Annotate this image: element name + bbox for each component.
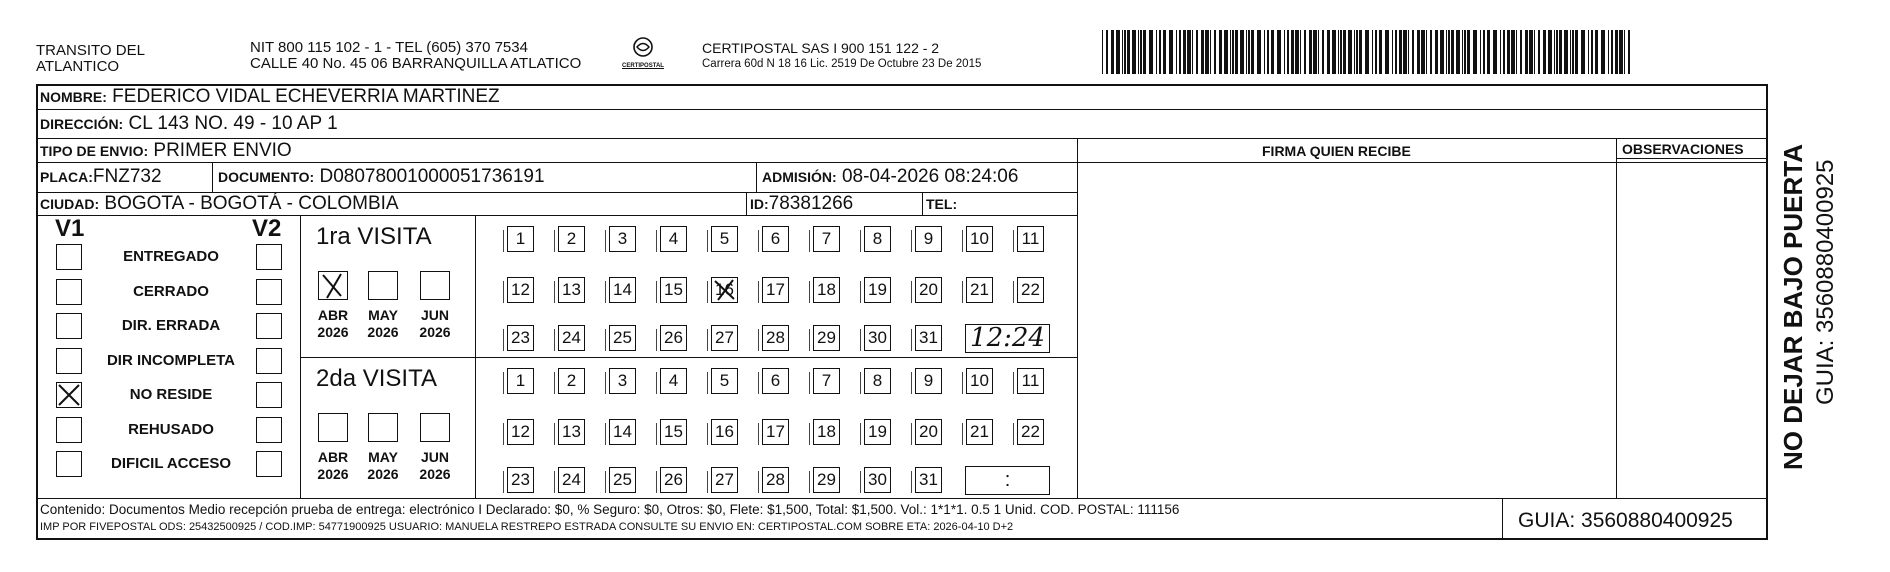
- month-label: ABR: [317, 449, 349, 465]
- day-box[interactable]: 8: [864, 368, 891, 394]
- barcode-bar: [1257, 30, 1261, 74]
- day-box[interactable]: 11: [1017, 368, 1044, 394]
- barcode-bar: [1395, 30, 1397, 74]
- barcode-bar: [1138, 30, 1139, 74]
- barcode-bar: [1399, 30, 1402, 74]
- month-year-label: [361, 449, 405, 483]
- day-box[interactable]: 29: [813, 325, 840, 351]
- barcode-bar: [1116, 30, 1120, 74]
- barcode-bar: [1304, 30, 1306, 74]
- v1-checkbox[interactable]: [56, 417, 82, 443]
- barcode-bar: [1611, 30, 1613, 74]
- barcode-bar: [1408, 30, 1409, 74]
- day-box[interactable]: 27: [711, 467, 738, 493]
- day-box[interactable]: 22: [1017, 277, 1044, 303]
- day-box[interactable]: 2: [558, 226, 585, 252]
- barcode-bar: [1196, 30, 1198, 74]
- v2-checkbox[interactable]: [256, 244, 282, 270]
- barcode-bar: [1140, 30, 1142, 74]
- nombre-value: FEDERICO VIDAL ECHEVERRIA MARTINEZ: [112, 86, 500, 107]
- barcode-bar: [1176, 30, 1177, 74]
- day-box[interactable]: 6: [762, 226, 789, 252]
- day-box[interactable]: 30: [864, 467, 891, 493]
- footer-imp-line: IMP POR FIVEPOSTAL ODS: 25432500925 / COD.IMP: 54771900925 USUARIO: MANUELA RESTREPO ESTRADA CONSULTE SU ENVIO EN: CERTIPOSTAL.COM SOBRE ETA: 2026-04-10 D+2: [40, 521, 1014, 533]
- visit-time-field[interactable]: :: [965, 466, 1050, 495]
- barcode-bar: [1403, 30, 1407, 74]
- barcode-bar: [1588, 30, 1589, 74]
- status-label: DIR INCOMPLETA: [106, 351, 236, 369]
- barcode-bar: [1462, 30, 1463, 74]
- barcode-bar: [1556, 30, 1558, 74]
- day-box[interactable]: 13: [558, 277, 585, 303]
- no-dejar-bajo-puerta: NO DEJAR BAJO PUERTA: [1778, 143, 1808, 470]
- month-label: JUN: [420, 449, 449, 465]
- barcode-bar: [1356, 30, 1358, 74]
- placa-row: PLACA:FNZ732: [40, 166, 162, 187]
- barcode-bar: [1487, 30, 1490, 74]
- barcode-bar: [1106, 30, 1108, 74]
- barcode-bar: [1159, 30, 1161, 74]
- barcode-bar: [1102, 30, 1103, 74]
- barcode-bar: [1421, 30, 1425, 74]
- day-box[interactable]: 24: [558, 467, 585, 493]
- barcode-bar: [1493, 30, 1497, 74]
- day-box[interactable]: 25: [609, 325, 636, 351]
- year-label: 2026: [367, 324, 399, 340]
- barcode-bar: [1572, 30, 1574, 74]
- barcode-bar: [1169, 30, 1173, 74]
- barcode-bar: [1156, 30, 1157, 74]
- barcode-bar: [1559, 30, 1562, 74]
- barcode-bar: [1111, 30, 1114, 74]
- status-label: CERRADO: [133, 282, 209, 300]
- barcode-bar: [1615, 30, 1618, 74]
- barcode-bar: [1284, 30, 1285, 74]
- barcode-bar: [1520, 30, 1522, 74]
- barcode-bar: [1446, 30, 1447, 74]
- day-box[interactable]: 29: [813, 467, 840, 493]
- id-row: ID:78381266: [750, 193, 854, 214]
- direccion-row: DIRECCIÓN: CL 143 NO. 49 - 10 AP 1: [40, 113, 338, 134]
- barcode-bar: [1507, 30, 1510, 74]
- tel-row: TEL:: [926, 196, 958, 212]
- certipostal-logo-icon: [628, 36, 658, 58]
- v2-checkbox[interactable]: [256, 451, 282, 477]
- day-box[interactable]: 21: [966, 277, 993, 303]
- day-box[interactable]: 28: [762, 467, 789, 493]
- barcode-bar: [1192, 30, 1193, 74]
- barcode-bar: [1230, 30, 1231, 74]
- barcode-bar: [1619, 30, 1623, 74]
- x-mark-icon: [319, 272, 347, 299]
- barcode-bar: [1149, 30, 1153, 74]
- barcode-bar: [1503, 30, 1505, 74]
- barcode-bar: [1354, 30, 1355, 74]
- day-box[interactable]: 20: [915, 277, 942, 303]
- day-box[interactable]: 6: [762, 368, 789, 394]
- barcode-bar: [1412, 30, 1414, 74]
- barcode-bar: [1581, 30, 1585, 74]
- day-box[interactable]: 4: [660, 226, 687, 252]
- status-label: ENTREGADO: [123, 248, 219, 265]
- barcode-bar: [1219, 30, 1222, 74]
- barcode-bar: [1300, 30, 1301, 74]
- documento-row: DOCUMENTO: D08078001000051736191: [218, 166, 545, 187]
- v2-checkbox[interactable]: [256, 313, 282, 339]
- barcode-bar: [1246, 30, 1247, 74]
- visit-title: 2da VISITA: [316, 365, 437, 392]
- day-box[interactable]: 26: [660, 467, 687, 493]
- day-box[interactable]: 15: [660, 277, 687, 303]
- barcode-bar: [1340, 30, 1342, 74]
- day-box[interactable]: 17: [762, 277, 789, 303]
- firma-header: FIRMA QUIEN RECIBE: [1262, 143, 1411, 159]
- v2-checkbox[interactable]: [256, 348, 282, 374]
- barcode-bar: [1124, 30, 1126, 74]
- day-box[interactable]: 19: [864, 419, 891, 445]
- visit-time-field[interactable]: 12:24: [965, 324, 1050, 353]
- id-value: 78381266: [768, 193, 854, 214]
- barcode-bar: [1595, 30, 1598, 74]
- barcode-bar: [1624, 30, 1625, 74]
- day-box[interactable]: 1: [507, 368, 534, 394]
- day-box[interactable]: 23: [507, 325, 534, 351]
- barcode-bar: [1464, 30, 1466, 74]
- barcode-bar: [1132, 30, 1136, 74]
- barcode-bar: [1235, 30, 1238, 74]
- barcode-bar: [1143, 30, 1146, 74]
- v1-checkbox[interactable]: [56, 348, 82, 374]
- barcode-bar: [1554, 30, 1555, 74]
- barcode-bar: [1483, 30, 1485, 74]
- barcode-bar: [1538, 30, 1540, 74]
- barcode-bar: [1628, 30, 1630, 74]
- barcode-bar: [1251, 30, 1254, 74]
- barcode-bar: [1224, 30, 1228, 74]
- day-box[interactable]: 24: [558, 325, 585, 351]
- month-year-label: [361, 307, 405, 341]
- day-box[interactable]: 15: [660, 419, 687, 445]
- placa-value: FNZ732: [92, 166, 162, 187]
- barcode-bar: [1435, 30, 1438, 74]
- year-label: 2026: [419, 324, 451, 340]
- barcode-bar: [1516, 30, 1517, 74]
- barcode-bar: [1183, 30, 1186, 74]
- side-guia: GUIA: 3560880400925: [1812, 159, 1839, 405]
- barcode-bar: [1426, 30, 1427, 74]
- sender-name: TRANSITO DEL ATLANTICO: [36, 42, 145, 75]
- month-year-label: [413, 307, 457, 341]
- day-box[interactable]: 13: [558, 419, 585, 445]
- barcode-bar: [1318, 30, 1319, 74]
- barcode: [1102, 30, 1632, 74]
- day-box[interactable]: 19: [864, 277, 891, 303]
- month-year-label: [311, 307, 355, 341]
- barcode-bar: [1417, 30, 1420, 74]
- barcode-bar: [1385, 30, 1389, 74]
- barcode-bar: [1214, 30, 1216, 74]
- barcode-bar: [1448, 30, 1450, 74]
- barcode-bar: [1608, 30, 1609, 74]
- admision-row: ADMISIÓN: 08-04-2026 08:24:06: [762, 166, 1019, 187]
- day-box[interactable]: 21: [966, 419, 993, 445]
- barcode-bar: [1210, 30, 1211, 74]
- barcode-bar: [1511, 30, 1515, 74]
- day-box[interactable]: 20: [915, 419, 942, 445]
- barcode-bar: [1322, 30, 1324, 74]
- nombre-row: NOMBRE: FEDERICO VIDAL ECHEVERRIA MARTINEZ: [40, 86, 500, 107]
- footer-content-line: Contenido: Documentos Medio recepción prueba de entrega: electrónico I Declarado: $0, % Seguro: $0, Otros: $0, Flete: $1,500, Total: $1,500. Vol.: 1*1*1. 0.5 1 Unid. COD. POSTAL: 111156: [40, 502, 1180, 517]
- sender-contact: NIT 800 115 102 - 1 - TEL (605) 370 7534 CALLE 40 No. 45 06 BARRANQUILLA ATLATICO: [250, 39, 582, 72]
- day-box[interactable]: 26: [660, 325, 687, 351]
- barcode-bar: [1277, 30, 1281, 74]
- visit-title: 1ra VISITA: [316, 223, 432, 250]
- day-box[interactable]: 4: [660, 368, 687, 394]
- day-box[interactable]: 16: [711, 277, 738, 303]
- status-label: REHUSADO: [128, 420, 214, 438]
- barcode-bar: [1201, 30, 1204, 74]
- day-box[interactable]: 12: [507, 277, 534, 303]
- barcode-bar: [1267, 30, 1269, 74]
- barcode-bar: [1232, 30, 1234, 74]
- month-checkbox[interactable]: [368, 413, 398, 442]
- barcode-bar: [1529, 30, 1533, 74]
- day-box[interactable]: 14: [609, 419, 636, 445]
- month-checkbox[interactable]: [318, 271, 348, 300]
- barcode-bar: [1379, 30, 1382, 74]
- month-checkbox[interactable]: [420, 271, 450, 300]
- day-box[interactable]: 31: [915, 467, 942, 493]
- barcode-bar: [1365, 30, 1369, 74]
- certipostal-logo: CERTIPOSTAL: [618, 36, 668, 69]
- barcode-bar: [1359, 30, 1362, 74]
- barcode-bar: [1327, 30, 1330, 74]
- day-box[interactable]: 27: [711, 325, 738, 351]
- barcode-bar: [1591, 30, 1593, 74]
- barcode-bar: [1575, 30, 1578, 74]
- barcode-bar: [1309, 30, 1312, 74]
- year-label: 2026: [317, 466, 349, 482]
- day-box[interactable]: 22: [1017, 419, 1044, 445]
- barcode-bar: [1500, 30, 1501, 74]
- barcode-bar: [1480, 30, 1481, 74]
- day-box[interactable]: 7: [813, 368, 840, 394]
- barcode-bar: [1338, 30, 1339, 74]
- year-label: 2026: [317, 324, 349, 340]
- barcode-bar: [1548, 30, 1552, 74]
- day-box[interactable]: 17: [762, 419, 789, 445]
- v2-checkbox[interactable]: [256, 417, 282, 443]
- day-box[interactable]: 30: [864, 325, 891, 351]
- barcode-bar: [1205, 30, 1209, 74]
- barcode-bar: [1332, 30, 1336, 74]
- barcode-bar: [1392, 30, 1393, 74]
- year-label: 2026: [367, 466, 399, 482]
- barcode-bar: [1295, 30, 1299, 74]
- barcode-bar: [1570, 30, 1571, 74]
- status-label: DIR. ERRADA: [121, 317, 221, 334]
- barcode-bar: [1179, 30, 1181, 74]
- admision-value: 08-04-2026 08:24:06: [841, 166, 1019, 187]
- day-box[interactable]: 12: [507, 419, 534, 445]
- barcode-bar: [1348, 30, 1352, 74]
- barcode-bar: [1543, 30, 1546, 74]
- day-box[interactable]: 16: [711, 419, 738, 445]
- month-checkbox[interactable]: [420, 413, 450, 442]
- barcode-bar: [1313, 30, 1317, 74]
- barcode-bar: [1291, 30, 1294, 74]
- v2-checkbox[interactable]: [256, 382, 282, 408]
- barcode-bar: [1248, 30, 1250, 74]
- v2-checkbox[interactable]: [256, 279, 282, 305]
- day-box[interactable]: 5: [711, 226, 738, 252]
- barcode-bar: [1122, 30, 1123, 74]
- v1-checkbox[interactable]: [56, 313, 82, 339]
- tipo-envio-value: PRIMER ENVIO: [153, 140, 292, 161]
- v1-header: V1: [55, 215, 85, 242]
- barcode-bar: [1127, 30, 1130, 74]
- barcode-bar: [1187, 30, 1191, 74]
- month-checkbox[interactable]: [368, 271, 398, 300]
- barcode-bar: [1564, 30, 1568, 74]
- month-label: ABR: [317, 307, 349, 323]
- day-box[interactable]: 31: [915, 325, 942, 351]
- day-box[interactable]: 10: [966, 368, 993, 394]
- barcode-bar: [1451, 30, 1454, 74]
- barcode-bar: [1343, 30, 1346, 74]
- day-box[interactable]: 7: [813, 226, 840, 252]
- day-box[interactable]: 18: [813, 277, 840, 303]
- day-box[interactable]: 5: [711, 368, 738, 394]
- day-box[interactable]: 1: [507, 226, 534, 252]
- barcode-bar: [1271, 30, 1274, 74]
- barcode-bar: [1430, 30, 1432, 74]
- month-checkbox[interactable]: [318, 413, 348, 442]
- status-label: NO RESIDE: [129, 386, 213, 403]
- ciudad-value: BOGOTA - BOGOTÁ - COLOMBIA: [104, 193, 399, 214]
- day-box[interactable]: 8: [864, 226, 891, 252]
- month-label: MAY: [368, 449, 398, 465]
- form-frame: [36, 84, 1768, 540]
- carrier-info: CERTIPOSTAL SAS I 900 151 122 - 2 Carrera 60d N 18 16 Lic. 2519 De Octubre 23 De 2015: [702, 40, 982, 70]
- v1-checkbox[interactable]: [56, 244, 82, 270]
- barcode-bar: [1473, 30, 1477, 74]
- status-label: DIFICIL ACCESO: [110, 455, 231, 472]
- barcode-bar: [1287, 30, 1289, 74]
- x-mark-icon: [57, 383, 81, 407]
- year-label: 2026: [419, 466, 451, 482]
- v2-header: V2: [252, 215, 282, 242]
- direccion-value: CL 143 NO. 49 - 10 AP 1: [128, 113, 338, 134]
- barcode-bar: [1440, 30, 1444, 74]
- day-box[interactable]: 3: [609, 368, 636, 394]
- day-box[interactable]: 2: [558, 368, 585, 394]
- month-year-label: [413, 449, 457, 483]
- observaciones-header: OBSERVACIONES: [1622, 141, 1744, 157]
- barcode-bar: [1264, 30, 1265, 74]
- day-box[interactable]: 9: [915, 368, 942, 394]
- barcode-bar: [1601, 30, 1605, 74]
- barcode-bar: [1375, 30, 1377, 74]
- day-box[interactable]: 25: [609, 467, 636, 493]
- footer-guia: GUIA: 3560880400925: [1518, 509, 1733, 532]
- day-box[interactable]: 3: [609, 226, 636, 252]
- barcode-bar: [1372, 30, 1373, 74]
- barcode-bar: [1525, 30, 1528, 74]
- day-box[interactable]: 23: [507, 467, 534, 493]
- barcode-bar: [1534, 30, 1535, 74]
- day-box[interactable]: 11: [1017, 226, 1044, 252]
- barcode-bar: [1456, 30, 1460, 74]
- day-box[interactable]: 18: [813, 419, 840, 445]
- ciudad-row: CIUDAD: BOGOTA - BOGOTÁ - COLOMBIA: [40, 193, 399, 214]
- v1-checkbox[interactable]: [56, 382, 82, 408]
- month-year-label: [311, 449, 355, 483]
- barcode-bar: [1163, 30, 1166, 74]
- tipo-envio-row: TIPO DE ENVIO: PRIMER ENVIO: [40, 140, 292, 161]
- day-box[interactable]: 10: [966, 226, 993, 252]
- barcode-bar: [1240, 30, 1244, 74]
- barcode-bar: [1467, 30, 1470, 74]
- day-box[interactable]: 9: [915, 226, 942, 252]
- documento-value: D08078001000051736191: [319, 166, 545, 187]
- day-box[interactable]: 14: [609, 277, 636, 303]
- v1-checkbox[interactable]: [56, 279, 82, 305]
- month-label: MAY: [368, 307, 398, 323]
- v1-checkbox[interactable]: [56, 451, 82, 477]
- month-label: JUN: [420, 307, 449, 323]
- day-box[interactable]: 28: [762, 325, 789, 351]
